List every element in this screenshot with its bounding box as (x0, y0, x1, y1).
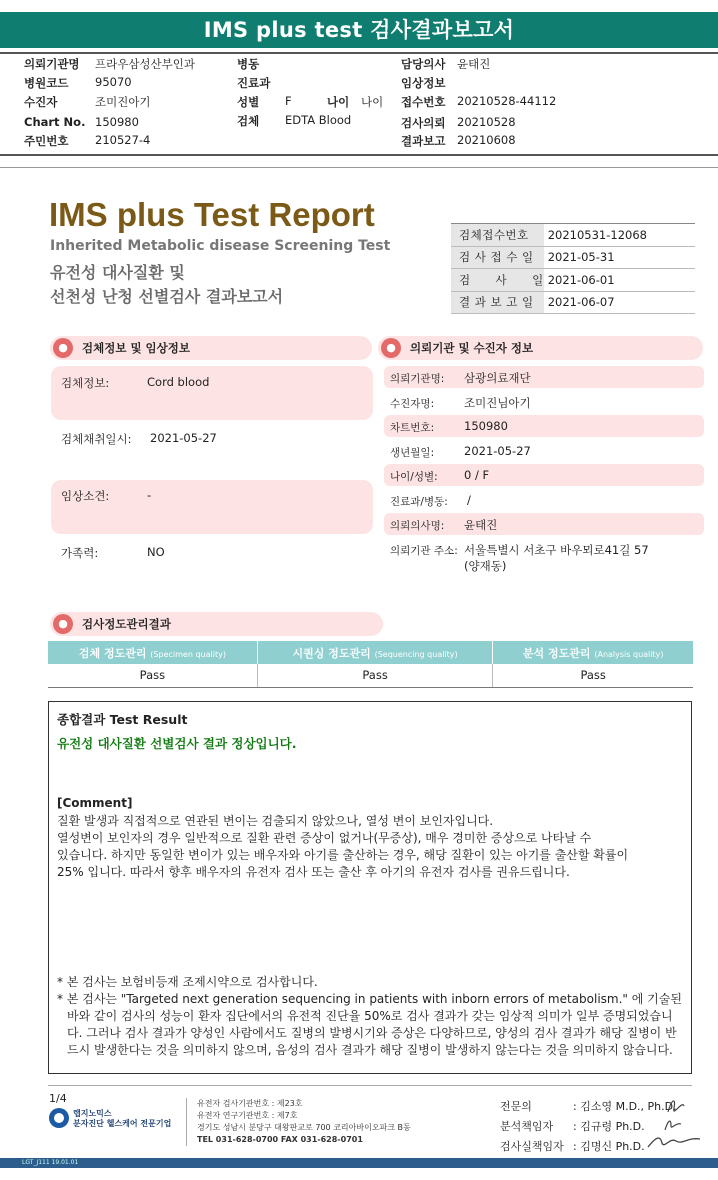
header-label: 의뢰기관명 (24, 57, 80, 71)
collected-label: 검체채취일시: (61, 432, 132, 446)
receipt-key: 검 사 접 수 일 (451, 246, 544, 269)
clinical-value: - (147, 488, 152, 502)
header-label: 접수번호 (401, 95, 446, 109)
clipboard-icon: ● (53, 614, 73, 634)
table-row (451, 246, 695, 269)
patient-key: 생년월일: (390, 447, 435, 459)
page-number: 1/4 (49, 1092, 67, 1105)
comment-text (57, 813, 687, 881)
signer-name: : 김소영 M.D., Ph.D. (573, 1100, 677, 1113)
table-row (451, 224, 695, 247)
result-conclusion: 유전성 대사질환 선별검사 결과 정상입니다. (57, 736, 297, 751)
signer-name: : 김규령 Ph.D. (573, 1120, 645, 1133)
patient-key: 진료과/병동: (390, 496, 448, 508)
family-history-label: 가족력: (61, 546, 99, 560)
patient-key: 의뢰의사명: (390, 520, 445, 532)
user-icon: ● (381, 338, 401, 358)
qc-header-name: 시퀀싱 정도관리 (292, 646, 371, 660)
comment-line: 열성변이 보인자의 경우 일반적으로 질환 관련 증상이 없거나(무증상), 매우 경미한 증상으로 나타날 수 (57, 831, 592, 845)
qc-value: Pass (493, 664, 693, 687)
report-title: IMS plus Test Report (49, 196, 375, 233)
qc-section-heading (50, 612, 383, 636)
header-label: 수진자 (24, 95, 58, 109)
lab-info-line: TEL 031-628-0700 FAX 031-628-0701 (197, 1135, 363, 1144)
signer-name: : 김명신 Ph.D. (573, 1140, 645, 1153)
lab-info-line: 유전자 연구기관번호 : 제7호 (197, 1111, 298, 1120)
company-logo-text (73, 1109, 171, 1129)
header-bottom-rule (0, 154, 718, 156)
header-value: 150980 (95, 115, 139, 129)
patient-value: 윤태진 (464, 518, 498, 532)
notes (57, 974, 687, 1059)
patient-key: 수진자명: (390, 398, 435, 410)
patient-value: 0 / F (464, 468, 490, 482)
header-value: EDTA Blood (285, 113, 352, 127)
signature-icon (646, 1131, 702, 1151)
receipt-key: 검체접수번호 (451, 224, 544, 247)
note: * 본 검사는 "Targeted next generation sequencing in patients with inborn errors of metabolism." 에 기술된 바와 같이 검사의 성능이 환자 집단에서의 유전적 진단율 50%로 검사 결과가 갖는 임상적 의미가 일부 증명되었습니다. 그러나 검사 결과가 양성인 사람에서도 질병의 발병시기와 증상은 다양하므로, 양성의 검사 결과가 해당 질병이 반드시 발생한다는 것을 의미하지 않으며, 음성의 검사 결과가 해당 질병이 발생하지 않는다는 것을 의미하지 않습니다. (57, 992, 682, 1057)
report-banner: IMS plus test 검사결과보고서 (0, 12, 718, 48)
specimen-section-heading (50, 336, 372, 360)
comment-line: 있습니다. 하지만 동일한 변이가 있는 배우자와 아기를 출산하는 경우, 해당 질환이 있는 아기를 출산할 확률이 (57, 848, 629, 862)
header-label: 임상정보 (401, 76, 446, 90)
header-label: 검체 (237, 114, 260, 128)
header-divider (0, 167, 718, 168)
qc-header (48, 641, 257, 664)
comment-line: 질환 발생과 직접적으로 연관된 변이는 검출되지 않았으나, 열성 변이 보인자입니다. (57, 814, 494, 828)
signer-role: 검사실책임자 (500, 1140, 564, 1153)
qc-header-name: 분석 정도관리 (522, 646, 591, 660)
header-value: 조미진아기 (95, 95, 151, 109)
patient-value: 조미진님아기 (464, 396, 531, 410)
table-row (48, 641, 693, 664)
receipt-key: 결 과 보 고 일 (451, 291, 544, 314)
qc-table (48, 641, 693, 688)
report-subtitle: Inherited Metabolic disease Screening Test (50, 238, 391, 254)
qc-value: Pass (257, 664, 493, 687)
comment-line: 25% 입니다. 따라서 향후 배우자의 유전자 검사 또는 출산 후 아기의 유전자 검사를 권유드립니다. (57, 865, 570, 879)
table-row (451, 291, 695, 314)
header-label: 결과보고 (401, 134, 446, 148)
signer-role: 전문의 (500, 1100, 532, 1113)
logo-line: 분자진단 헬스케어 전문기업 (73, 1119, 172, 1128)
company-logo-icon (49, 1108, 69, 1128)
patient-value: 삼광의료재단 (464, 371, 531, 385)
order-header (0, 56, 718, 156)
receipt-value: 20210531-12068 (544, 224, 695, 247)
address-line-1: 서울특별시 서초구 바우뫼로41길 57 (464, 543, 649, 557)
qc-header (493, 641, 693, 664)
qc-header-name: 검체 정도관리 (78, 646, 147, 660)
report-title-korean-1: 유전성 대사질환 및 (50, 263, 185, 282)
logo-line: 랩지노믹스 (73, 1109, 112, 1118)
patient-value: 2021-05-27 (464, 444, 531, 458)
header-value: 20210528-44112 (457, 94, 557, 108)
section-title: 의뢰기관 및 수진자 정보 (410, 341, 534, 355)
receipt-key: 검 사 일 (451, 269, 544, 292)
qc-header-sub: (Sequencing quality) (374, 649, 458, 659)
family-history-value: NO (147, 545, 165, 559)
patient-key: 나이/성별: (390, 471, 438, 483)
address-line-2: (양재동) (464, 559, 507, 573)
table-row (48, 664, 693, 687)
header-value: 20210528 (457, 115, 516, 129)
comment-label: [Comment] (57, 796, 133, 810)
address-label: 의뢰기관 주소: (390, 545, 458, 557)
signature-icon (664, 1094, 688, 1116)
receipt-table (451, 223, 695, 314)
header-label: 병원코드 (24, 76, 69, 90)
lab-info (186, 1098, 411, 1146)
header-value: 프라우삼성산부인과 (95, 57, 195, 71)
header-top-rule (0, 52, 718, 54)
footer-rule (48, 1085, 692, 1086)
qc-header (257, 641, 493, 664)
qc-header-sub: (Analysis quality) (594, 649, 664, 659)
result-title: 종합결과 Test Result (57, 712, 188, 727)
signer-role: 분석책임자 (500, 1120, 554, 1133)
patient-value: 150980 (464, 419, 508, 433)
lab-info-line: 유전자 검사기관번호 : 제23호 (197, 1099, 303, 1108)
header-value: 나이 (361, 95, 384, 109)
receipt-value: 2021-06-07 (544, 291, 695, 314)
collected-value: 2021-05-27 (150, 431, 217, 445)
patient-section-heading (378, 336, 703, 360)
header-value: 210527-4 (95, 133, 151, 147)
patient-key: 의뢰기관명: (390, 373, 445, 385)
specimen-label: 검체정보: (61, 376, 110, 390)
specimen-value: Cord blood (147, 375, 210, 389)
header-value: 20210608 (457, 133, 516, 147)
note: * 본 검사는 보험비등재 조제시약으로 검사합니다. (57, 975, 318, 989)
header-label: 주민번호 (24, 134, 69, 148)
receipt-value: 2021-06-01 (544, 269, 695, 292)
header-label: 나이 (327, 95, 350, 109)
header-label: 진료과 (237, 76, 271, 90)
footer-bar: LGT_J111 19.01.01 (0, 1158, 718, 1168)
header-value: 윤태진 (457, 57, 491, 71)
patient-key: 차트번호: (390, 422, 435, 434)
qc-header-sub: (Specimen quality) (150, 649, 226, 659)
section-title: 검체정보 및 임상정보 (82, 341, 190, 355)
section-title: 검사정도관리결과 (82, 617, 171, 631)
header-label: 담당의사 (401, 57, 446, 71)
table-row (451, 269, 695, 292)
patient-value: / (467, 493, 471, 507)
header-value: 95070 (95, 75, 132, 89)
report-title-korean-2: 선천성 난청 선별검사 결과보고서 (50, 287, 284, 306)
header-label: 병동 (237, 57, 260, 71)
test-result-box (48, 701, 692, 1074)
header-label: 성별 (237, 95, 260, 109)
header-label: Chart No. (24, 115, 86, 129)
lock-icon: ● (53, 338, 73, 358)
header-value: F (285, 94, 292, 108)
qc-value: Pass (48, 664, 257, 687)
clinical-label: 임상소견: (61, 489, 110, 503)
lab-info-line: 경기도 성남시 분당구 대왕판교로 700 코리아바이오파크 B동 (197, 1123, 411, 1132)
receipt-value: 2021-05-31 (544, 246, 695, 269)
header-label: 검사의뢰 (401, 116, 446, 130)
